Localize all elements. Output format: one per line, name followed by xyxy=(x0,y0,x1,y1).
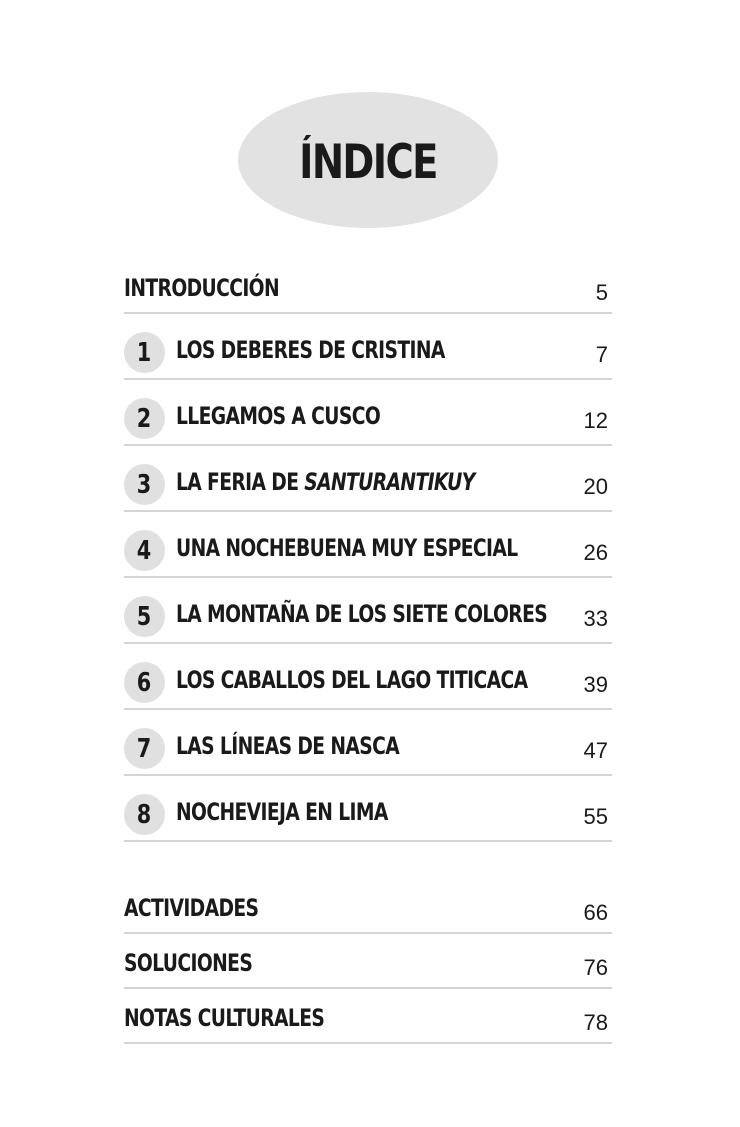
toc-entry-label: LA MONTAÑA DE LOS SIETE COLORES xyxy=(176,600,548,628)
toc-entry-page: 26 xyxy=(583,540,608,565)
toc-entry-page: 66 xyxy=(583,900,608,925)
toc-entry-chapter-6[interactable] xyxy=(124,646,612,710)
toc-entry-label: INTRODUCCIÓN xyxy=(124,274,280,302)
toc-entry-label: NOTAS CULTURALES xyxy=(124,1004,325,1032)
toc-entry-page: 76 xyxy=(583,955,608,980)
toc-entry-chapter-2[interactable] xyxy=(124,382,612,446)
chapter-number-badge: 8 xyxy=(124,794,165,835)
toc-entry-label: LAS LÍNEAS DE NASCA xyxy=(176,732,400,760)
toc-entry-chapter-5[interactable] xyxy=(124,580,612,644)
chapter-number-badge: 2 xyxy=(124,398,165,439)
toc-entry-label: UNA NOCHEBUENA MUY ESPECIAL xyxy=(176,534,518,562)
page-title: ÍNDICE xyxy=(299,134,437,190)
toc-entry-label xyxy=(176,468,475,496)
toc-entry-introduccion[interactable] xyxy=(124,258,612,314)
toc-entry-chapter-8[interactable] xyxy=(124,778,612,842)
toc-entry-page: 5 xyxy=(595,280,608,305)
chapter-number-badge: 1 xyxy=(124,332,165,373)
chapter-number-badge: 7 xyxy=(124,728,165,769)
chapter-number-badge: 6 xyxy=(124,662,165,703)
chapter-number-badge: 3 xyxy=(124,464,165,505)
toc-entry-label: LLEGAMOS A CUSCO xyxy=(176,402,381,430)
toc-entry-chapter-4[interactable] xyxy=(124,514,612,578)
toc-entry-page: 12 xyxy=(583,408,608,433)
toc-entry-label-italic: SANTURANTIKUY xyxy=(304,468,475,496)
toc-entry-label: NOCHEVIEJA EN LIMA xyxy=(176,798,388,826)
toc-entry-page: 39 xyxy=(583,672,608,697)
title-oval xyxy=(238,92,498,228)
toc-entry-label: LOS CABALLOS DEL LAGO TITICACA xyxy=(176,666,528,694)
toc-entry-label-text: LA FERIA DE xyxy=(176,468,305,496)
toc-entry-chapter-3[interactable] xyxy=(124,448,612,512)
chapter-number-badge: 5 xyxy=(124,596,165,637)
toc-entry-chapter-7[interactable] xyxy=(124,712,612,776)
toc-entry-notas-culturales[interactable] xyxy=(124,988,612,1044)
toc-entry-page: 78 xyxy=(583,1010,608,1035)
toc-entry-page: 20 xyxy=(583,474,608,499)
toc-entry-label: LOS DEBERES DE CRISTINA xyxy=(176,336,445,364)
toc-entry-page: 7 xyxy=(595,342,608,367)
toc-entry-label: ACTIVIDADES xyxy=(124,894,259,922)
toc-entry-actividades[interactable] xyxy=(124,878,612,934)
toc-entry-page: 47 xyxy=(583,738,608,763)
toc-entry-label: SOLUCIONES xyxy=(124,949,253,977)
toc-entry-soluciones[interactable] xyxy=(124,933,612,989)
toc-entry-chapter-1[interactable] xyxy=(124,316,612,380)
toc-entry-page: 55 xyxy=(583,804,608,829)
chapter-number-badge: 4 xyxy=(124,530,165,571)
toc-entry-page: 33 xyxy=(583,606,608,631)
